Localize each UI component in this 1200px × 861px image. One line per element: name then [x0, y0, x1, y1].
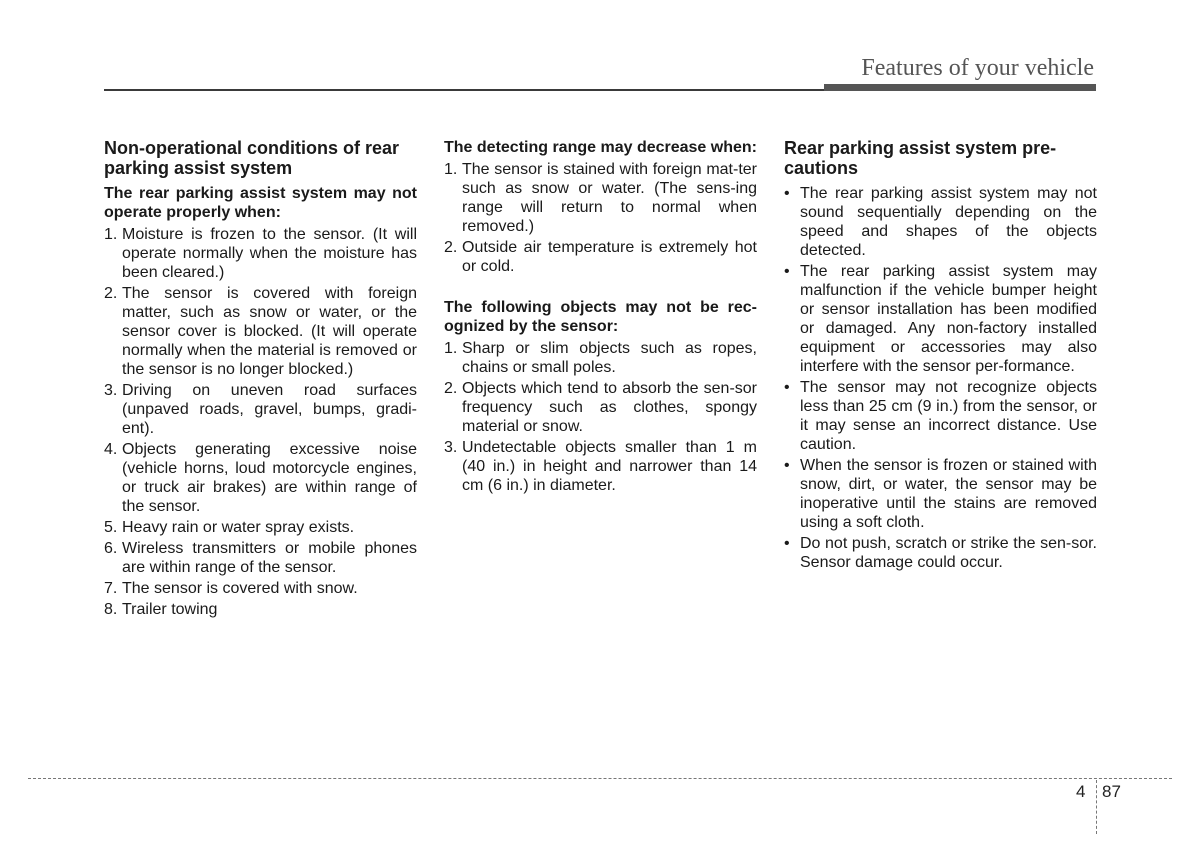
list-item	[444, 160, 757, 236]
bullet-icon: •	[784, 457, 790, 474]
section-subheading: The following objects may not be rec-ognized by the sensor:	[444, 299, 757, 335]
list-item	[104, 381, 417, 438]
item-text: Trailer towing	[122, 601, 218, 618]
item-text: Driving on uneven road surfaces (unpaved roads, gravel, bumps, gradi-ent).	[122, 382, 417, 437]
item-number: 3.	[444, 439, 458, 456]
list-item	[444, 379, 757, 436]
list-item	[104, 539, 417, 577]
list-item	[104, 284, 417, 379]
conditions-list	[104, 225, 417, 619]
item-text: When the sensor is frozen or stained with snow, dirt, or water, the sensor may be inoperative until the stains are removed using a soft cloth.	[800, 457, 1097, 531]
column-non-operational-conditions	[104, 138, 417, 621]
item-text: The sensor is covered with snow.	[122, 580, 358, 597]
item-text: Undetectable objects smaller than 1 m (40 in.) in height and narrower than 14 cm (6 in.) in diameter.	[462, 439, 757, 494]
section-subheading: The rear parking assist system may not operate properly when:	[104, 185, 417, 221]
item-number: 4.	[104, 441, 118, 458]
item-number: 7.	[104, 580, 118, 597]
header-title: Features of your vehicle	[861, 55, 1094, 81]
list-item	[104, 225, 417, 282]
list-item	[784, 378, 1097, 454]
list-item	[444, 339, 757, 377]
header-rule	[104, 89, 824, 91]
item-number: 8.	[104, 601, 118, 618]
item-text: The rear parking assist system may not sound sequentially depending on the speed and shapes of the objects detected.	[800, 185, 1097, 259]
spacer	[444, 278, 757, 298]
list-item	[104, 518, 417, 537]
column-precautions	[784, 138, 1097, 574]
item-number: 1.	[444, 340, 458, 357]
item-text: Objects which tend to absorb the sen-sor frequency such as clothes, spongy material or snow.	[462, 380, 757, 435]
header-rule-accent	[824, 84, 1096, 91]
precautions-list	[784, 184, 1097, 572]
item-text: Outside air temperature is extremely hot or cold.	[462, 239, 757, 275]
item-text: Do not push, scratch or strike the sen-sor. Sensor damage could occur.	[800, 535, 1097, 571]
list-item	[444, 238, 757, 276]
item-text: Wireless transmitters or mobile phones are within range of the sensor.	[122, 540, 417, 576]
section-heading: Non-operational conditions of rear parking assist system	[104, 138, 400, 178]
item-number: 5.	[104, 519, 118, 536]
section-heading: Rear parking assist system pre-cautions	[784, 138, 1057, 178]
item-text: Heavy rain or water spray exists.	[122, 519, 355, 536]
section-subheading: The detecting range may decrease when:	[444, 139, 757, 156]
item-text: Objects generating excessive noise (vehicle horns, loud motorcycle engines, or truck air brakes) are within range of the sensor.	[122, 441, 417, 515]
item-text: Sharp or slim objects such as ropes, chains or small poles.	[462, 340, 757, 376]
page-number: 87	[1102, 782, 1121, 801]
chapter-number: 4	[1076, 782, 1086, 801]
list-item	[784, 456, 1097, 532]
list-item	[784, 184, 1097, 260]
item-text: The sensor may not recognize objects less than 25 cm (9 in.) from the sensor, or it may sense an incorrect distance. Use caution.	[800, 379, 1097, 453]
bullet-icon: •	[784, 379, 790, 396]
item-number: 1.	[444, 161, 458, 178]
list-item	[784, 534, 1097, 572]
list-item	[444, 438, 757, 495]
item-text: Moisture is frozen to the sensor. (It will operate normally when the moisture has been cleared.)	[122, 226, 417, 281]
list-item	[104, 440, 417, 516]
item-number: 1.	[104, 226, 118, 243]
item-text: The sensor is stained with foreign mat-ter such as snow or water. (The sens-ing range will return to normal when removed.)	[462, 161, 757, 235]
range-decrease-list	[444, 160, 757, 276]
unrecognized-objects-list	[444, 339, 757, 495]
item-number: 3.	[104, 382, 118, 399]
list-item	[104, 600, 417, 619]
page-number-divider	[1096, 780, 1097, 834]
bullet-icon: •	[784, 535, 790, 552]
item-number: 6.	[104, 540, 118, 557]
column-detecting-range	[444, 138, 757, 497]
footer-divider	[28, 778, 1172, 779]
item-text: The rear parking assist system may malfunction if the vehicle bumper height or sensor installation has been modified or damaged. Any non-factory installed equipment or accessories may also interfere with the sensor per-formance.	[800, 263, 1097, 375]
list-item	[784, 262, 1097, 376]
item-text: The sensor is covered with foreign matter, such as snow or water, or the sensor cover is blocked. (It will operate normally when the material is removed or the sensor is no longer blocked.)	[122, 285, 417, 378]
bullet-icon: •	[784, 185, 790, 202]
bullet-icon: •	[784, 263, 790, 280]
item-number: 2.	[104, 285, 118, 302]
list-item	[104, 579, 417, 598]
item-number: 2.	[444, 380, 458, 397]
item-number: 2.	[444, 239, 458, 256]
